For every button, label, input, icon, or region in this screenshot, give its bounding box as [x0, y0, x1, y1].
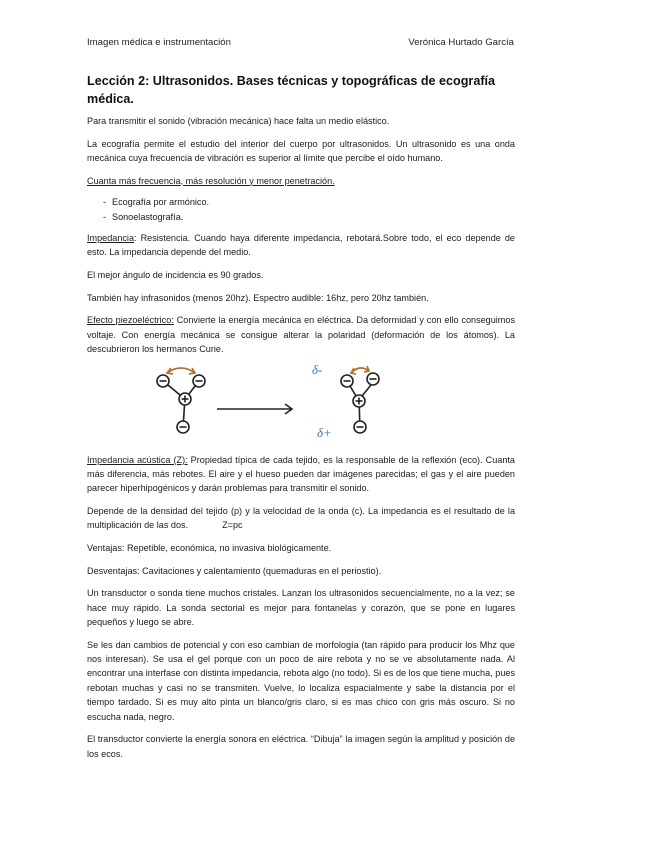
- para-infrasound: También hay infrasonidos (menos 20hz). Espectro audible: 16hz, pero 20hz también.: [87, 292, 429, 303]
- piezo-diagram-svg: [147, 365, 447, 443]
- term-piezo: Efecto piezoeléctrico:: [87, 315, 174, 326]
- bond: [168, 385, 180, 395]
- para-piezo: [87, 313, 515, 356]
- bond: [189, 386, 195, 394]
- text-impedancia: : Resistencia. Cuando haya diferente impedancia, rebotará.Sobre todo, el eco depende de esto. La impedancia depende del medio.: [87, 233, 515, 258]
- piezo-diagram: [147, 365, 515, 443]
- para-angle: El mejor ángulo de incidencia es 90 grados.: [87, 270, 264, 280]
- para-desventajas: Desventajas: Cavitaciones y calentamiento (quemaduras en el periostio).: [87, 565, 382, 576]
- bullet-item: - Ecografía por armónico.: [103, 197, 210, 208]
- bond: [362, 385, 371, 396]
- formula: Z=pc: [222, 520, 243, 531]
- delta-plus-label: δ+: [317, 424, 332, 440]
- para-impedancia: [87, 231, 515, 260]
- lesson-title: Lección 2: Ultrasonidos. Bases técnicas y topográficas de ecografía médica.: [87, 74, 496, 106]
- text-impedancia-acustica: Propiedad típica de cada tejido, es la responsable de la reflexión (eco). Cuanta más diferencia, más rebotes. El aire y el hueso pueden dar imágenes parecidas; el gas y el aire pueden parecer hiperhipogénicos y darán problemas para transmitir el sonido.: [87, 454, 515, 494]
- para-impedancia-acustica: [87, 453, 515, 496]
- para-ecografia: La ecografía permite el estudio del interior del cuerpo por ultrasonidos. Un ultrasonido es una onda mecánica cuya frecuencia de vibración es superior al límite que percibe el oído humano.: [87, 138, 515, 163]
- term-impedancia-acustica: Impedancia acústica (Z):: [87, 454, 188, 465]
- document-body: [87, 72, 515, 769]
- text-piezo: Convierte la energía mecánica en eléctrica. Da deformidad y con ello conseguimos voltaje. Con energía mecánica se consigue alterar la polaridad (deformación de los átomos). La descubrieron los hermanos Curie.: [87, 315, 515, 354]
- header-left: Imagen médica e instrumentación: [87, 37, 231, 48]
- para-transductor: Un transductor o sonda tiene muchos cristales. Lanzan los ultrasonidos secuencialmente, no a la vez; se hace muy rápido. La sonda sectorial es mejor para fontanelas y corazón, que se pone en lugares pequeños y luego se abre.: [87, 588, 515, 627]
- para-cambios: Se les dan cambios de potencial y con eso cambian de morfología (tan rápido para producir los Mhz que nos interesan). Se usa el gel porque con un poco de aire rebota y no se ve absolutamente nada. Al encontrar una interfase con distinta impedancia, rebota algo (no todo). Si es de los que tiene mucha, pues rebotan muchas y casi no se transmiten. Vuelve, lo localiza espacialmente y sabe la distancia por el tiempo tardado. Si es muy alto pinta un blanco/gris claro, si es mas chico con gris más oscuro. Si no escucha nada, negro.: [87, 639, 515, 722]
- term-impedancia: Impedancia: [87, 233, 135, 243]
- bond: [350, 386, 356, 396]
- bullet-text: Ecografía por armónico.: [112, 197, 210, 208]
- para-elastic-medium: Para transmitir el sonido (vibración mecánica) hace falta un medio elástico.: [87, 116, 390, 126]
- bullet-text: Sonoelastografía.: [112, 211, 184, 222]
- delta-minus-label: δ-: [312, 364, 323, 377]
- para-final: El transductor convierte la energía sonora en eléctrica. “Dibuja” la imagen según la amplitud y posición de los ecos.: [87, 734, 515, 759]
- header-right: Verónica Hurtado García: [408, 37, 514, 48]
- para-frequency-note: Cuanta más frecuencia, más resolución y menor penetración.: [87, 175, 335, 186]
- bullet-list: [87, 195, 515, 224]
- para-ventajas: Ventajas: Repetible, económica, no invasiva biológicamente.: [87, 543, 332, 553]
- bullet-item: - Sonoelastografía.: [103, 211, 184, 222]
- para-density: [87, 504, 515, 533]
- bond: [184, 405, 185, 421]
- text-density: Depende de la densidad del tejido (p) y la velocidad de la onda (c). La impedancia es el resultado de la multiplicación de las dos.: [87, 506, 515, 531]
